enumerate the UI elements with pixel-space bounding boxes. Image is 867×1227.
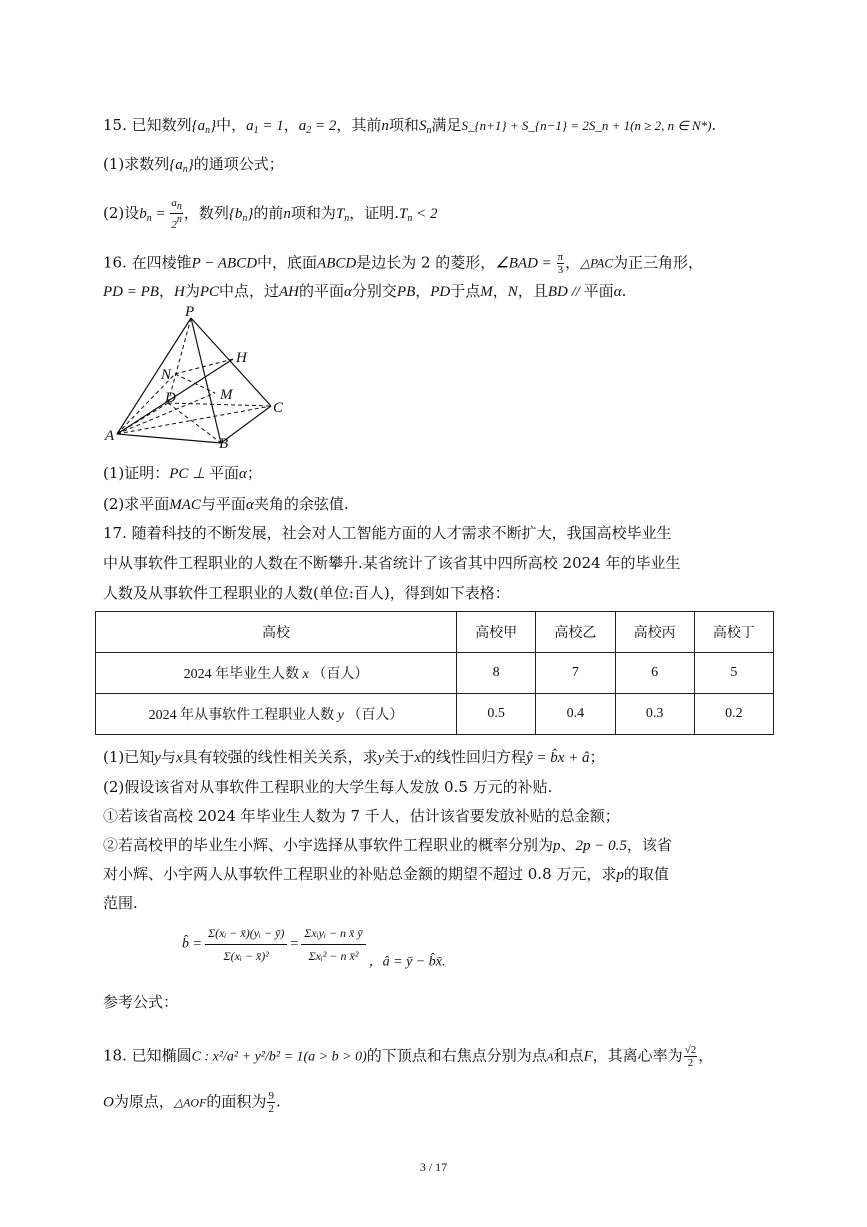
seq-a: $\{a_n\}$ xyxy=(191,118,217,136)
plane-alpha: α xyxy=(245,497,254,513)
q17-sub2 xyxy=(103,835,672,856)
period: . xyxy=(621,282,627,300)
label-d: D xyxy=(165,390,176,406)
var-x: x xyxy=(414,750,421,766)
q16-part2 xyxy=(103,494,349,515)
angle-fraction: $\frac{\pi}{3}$ xyxy=(557,251,564,276)
q18-text: 的下顶点和右焦点分别为点 xyxy=(366,1046,547,1065)
q16-text: ，且 xyxy=(517,282,548,300)
q17-text: 的取值 xyxy=(623,865,669,883)
formula-frac2: $\frac{\text{Σxᵢyᵢ − n x̄ ȳ}}{\text{Σxᵢ² − n x̄²}}$ xyxy=(301,922,365,967)
q17-text: 具有较强的线性相关关系，求 xyxy=(182,748,378,766)
q18-text: ，其离心率为 xyxy=(592,1046,683,1065)
q16-part1-text: 平面 xyxy=(208,464,239,482)
bd-parallel: BD // xyxy=(547,284,584,300)
b-hat: b̂ = xyxy=(182,936,202,952)
q15-text: 15. 已知数列 xyxy=(103,116,192,134)
q16-text: 的平面 xyxy=(299,282,345,300)
comma: ， xyxy=(565,253,581,272)
q18-text: 的面积为 xyxy=(206,1092,267,1111)
pyramid-name: P − ABCD xyxy=(191,255,258,272)
q16-text: 为 xyxy=(184,282,200,300)
q15-part1 xyxy=(103,154,284,180)
plane-mac: MAC xyxy=(169,497,201,513)
bn-fraction: $\frac{an}{2n}$ xyxy=(171,197,182,231)
point-n: N xyxy=(507,284,518,300)
q15-part2-text: ，证明. xyxy=(349,204,400,222)
table-row-label: 2024 年从事软件工程职业人数 y （百人） xyxy=(96,694,457,735)
q15-text: 项和 xyxy=(388,116,419,134)
q15-part2-text: 的前 xyxy=(253,204,284,222)
table-header-cell: 高校乙 xyxy=(536,612,615,653)
base-name: ABCD xyxy=(317,255,357,272)
period: . xyxy=(711,116,717,134)
table-cell: 0.4 xyxy=(536,694,615,735)
equals: = xyxy=(290,936,299,952)
seq-a: $\{a_n\}$ xyxy=(169,157,194,175)
table-cell: 0.5 xyxy=(457,694,536,735)
q16-text: 平面 xyxy=(583,282,614,300)
q17-text: 的线性回归方程 xyxy=(420,748,526,766)
plane-alpha: α xyxy=(344,284,352,300)
q15-text: 满足 xyxy=(431,116,462,134)
q18-text: 为原点， xyxy=(113,1092,174,1111)
var-p: p xyxy=(553,838,561,854)
q16-text: 是边长为 2 的菱形， xyxy=(356,253,496,272)
table-cell: 7 xyxy=(536,653,615,694)
q15-part1-text: 的通项公式； xyxy=(193,155,284,173)
segment-pd: PD xyxy=(430,284,451,300)
label-p: P xyxy=(185,306,195,320)
q18-text: 和点 xyxy=(553,1046,584,1065)
q16-text: 于点 xyxy=(450,282,481,300)
point-a: A xyxy=(546,1051,554,1064)
formula-frac1: $\frac{\text{Σ(xᵢ − x̄)(yᵢ − ȳ)}}{\text{Σ(xᵢ − x̄)²}}$ xyxy=(205,922,287,967)
q16-part2-text: (2)求平面 xyxy=(103,495,170,513)
q15-text: 中， xyxy=(216,116,247,134)
var-p: p xyxy=(616,867,624,883)
point-f: F xyxy=(583,1048,593,1065)
q17-sub2-line2 xyxy=(103,864,669,885)
label-a: A xyxy=(105,428,115,444)
q17-text: 与 xyxy=(160,748,176,766)
table-row xyxy=(96,653,774,694)
table-cell: 0.2 xyxy=(694,694,773,735)
q16-text: 为正三角形， xyxy=(613,253,704,272)
q16-text: 中点，过 xyxy=(219,282,280,300)
q16-part2-text: 夹角的余弦值. xyxy=(253,495,349,513)
triangle-pac: △PAC xyxy=(580,255,613,271)
bn: $b_n$ = xyxy=(139,206,170,224)
var-y: y xyxy=(154,750,161,766)
table-cell: 6 xyxy=(615,653,694,694)
comma: ， xyxy=(698,1046,714,1065)
q18-line1 xyxy=(103,1044,713,1069)
eccentricity-fraction: $\frac{√2}{2}$ xyxy=(684,1044,697,1069)
label-b: B xyxy=(219,436,229,452)
Tn-inequality: $T_n < 2$ xyxy=(399,206,438,224)
ref-formula-label: 参考公式： xyxy=(103,993,179,1011)
pd-eq-pb: PD = PB xyxy=(103,284,159,300)
data-table xyxy=(95,611,774,735)
q15-part2 xyxy=(103,197,438,231)
table-cell: 8 xyxy=(457,653,536,694)
table-row-label: 2024 年毕业生人数 x （百人） xyxy=(96,653,457,694)
q16-line2 xyxy=(103,281,626,302)
q15-text: ，其前 xyxy=(336,116,382,134)
q17-sub2-line3: 范围. xyxy=(103,894,138,912)
q17-text: ； xyxy=(589,748,605,766)
q16-text: 分别交 xyxy=(351,282,397,300)
comma: ， xyxy=(492,282,508,300)
q18-line2 xyxy=(103,1090,281,1115)
q16-part1-text: ； xyxy=(246,464,262,482)
a2: $a_2 = 2$ xyxy=(298,118,337,136)
prob-expr: 2p − 0.5 xyxy=(575,838,627,854)
segment-pc: PC xyxy=(199,284,219,300)
q16-part2-text: 与平面 xyxy=(200,495,246,513)
label-m: M xyxy=(220,387,233,403)
q17-sub1: ①若该省高校 2024 年毕业生人数为 7 千人，估计该省要发放补贴的总金额； xyxy=(103,807,620,825)
page-number: 3 / 17 xyxy=(419,1160,448,1174)
q15-part2-text: (2)设 xyxy=(103,204,140,222)
var-n: n xyxy=(283,206,291,222)
q17-text: (1)已知 xyxy=(103,748,155,766)
table-header-cell: 高校丙 xyxy=(615,612,694,653)
a1: $a_1 = 1$ xyxy=(246,118,284,136)
q17-part2: (2)假设该省对从事软件工程职业的大学生每人发放 0.5 万元的补贴. xyxy=(103,778,553,796)
var-x: x xyxy=(175,750,183,766)
table-header-cell: 高校甲 xyxy=(457,612,536,653)
label-c: C xyxy=(273,400,284,416)
Sn: $S_n$ xyxy=(418,118,432,136)
q16-text: 中，底面 xyxy=(257,253,318,272)
q16-line1 xyxy=(103,251,703,276)
q17-para2: 中从事软件工程职业的人数在不断攀升.某省统计了该省其中四所高校 2024 年的毕业生 xyxy=(103,554,681,572)
q17-text: 关于 xyxy=(384,748,415,766)
plane-alpha: α xyxy=(239,466,247,482)
q17-text: 对小辉、小宇两人从事软件工程职业的补贴总金额的期望不超过 0.8 万元，求 xyxy=(103,865,617,883)
var-n: n xyxy=(381,118,389,134)
table-cell: 5 xyxy=(694,653,773,694)
comma: ， xyxy=(283,116,299,134)
triangle-aof: △AOF xyxy=(173,1095,207,1110)
table-row xyxy=(96,694,774,735)
q17-para1: 17. 随着科技的不断发展，社会对人工智能方面的人才需求不断扩大，我国高校毕业生 xyxy=(103,524,672,542)
regression-equation: ŷ = b̂x + â xyxy=(526,750,590,766)
q17-part1 xyxy=(103,747,605,768)
plane-alpha: α xyxy=(613,284,622,300)
q18-text: 18. 已知椭圆 xyxy=(103,1046,192,1065)
q17-text: ，该省 xyxy=(626,836,672,854)
table-cell: 0.3 xyxy=(615,694,694,735)
label-h: H xyxy=(236,350,247,366)
var-y: y xyxy=(377,750,385,766)
period: . xyxy=(275,1092,281,1111)
area-fraction: $\frac{9}{2}$ xyxy=(268,1090,274,1115)
point-m: M xyxy=(480,284,493,300)
seq-b: $\{b_n\}$ xyxy=(228,206,254,224)
q16-text: 16. 在四棱锥 xyxy=(103,253,192,272)
segment-pb: PB xyxy=(396,284,416,300)
pc-perp: PC ⊥ xyxy=(169,466,209,482)
recurrence-formula: S_{n+1} + S_{n−1} = 2S_n + 1(n ≥ 2, n ∈ N*) xyxy=(461,118,712,133)
angle-bad: ∠BAD = xyxy=(495,255,556,272)
q15-part2-text: ，数列 xyxy=(183,204,229,222)
a-hat: ，â = ȳ − b̂x̄. xyxy=(368,954,446,970)
q15-part2-text: 项和为 xyxy=(290,204,336,222)
q16-part1-text: (1)证明： xyxy=(103,464,170,482)
Tn: $T_n$ xyxy=(335,206,350,224)
ellipse-equation: C : x²/a² + y²/b² = 1(a > b > 0) xyxy=(191,1049,367,1065)
point-o: O xyxy=(103,1094,114,1111)
table-header-cell: 高校丁 xyxy=(694,612,773,653)
comma: ， xyxy=(415,282,431,300)
q16-part1 xyxy=(103,463,262,484)
q17-text: 、 xyxy=(560,836,576,854)
table-header-cell: 高校 xyxy=(96,612,457,653)
label-n: N xyxy=(161,367,172,383)
ref-formula xyxy=(182,922,445,970)
segment-ah: AH xyxy=(279,284,300,300)
q17-para3: 人数及从事软件工程职业的人数(单位:百人)，得到如下表格： xyxy=(103,584,510,602)
pyramid-diagram xyxy=(103,306,303,456)
q15-part1-text: (1)求数列 xyxy=(103,155,170,173)
table-header-row xyxy=(96,612,774,653)
q15-line1 xyxy=(103,115,716,141)
point-h: H xyxy=(173,284,185,300)
q17-text: ②若高校甲的毕业生小辉、小宇选择从事软件工程职业的概率分别为 xyxy=(103,836,554,854)
comma: ， xyxy=(158,282,174,300)
